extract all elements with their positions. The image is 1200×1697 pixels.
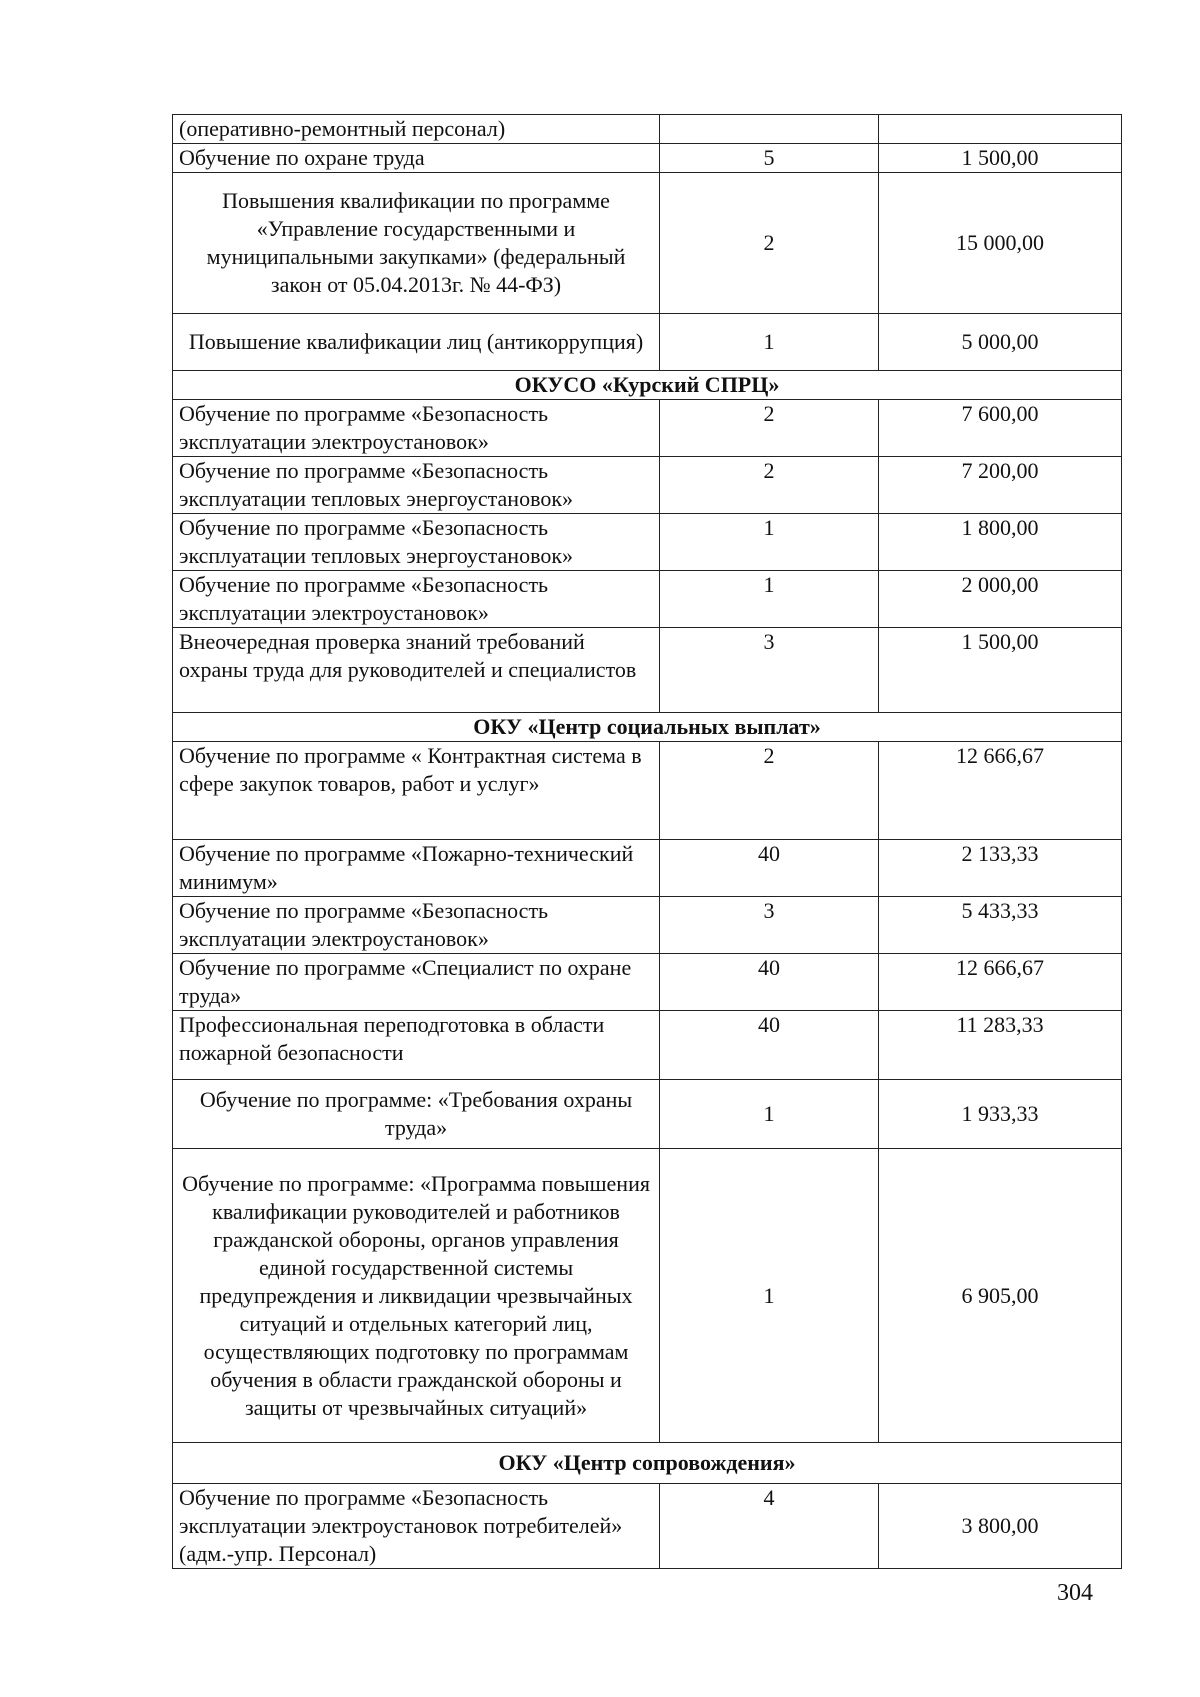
- row-description: Обучение по программе «Безопасность эксплуатации тепловых энергоустановок»: [173, 457, 660, 514]
- section-header-row: [173, 1443, 1122, 1484]
- row-quantity: 1: [660, 1149, 879, 1443]
- training-cost-table: [172, 114, 1122, 1569]
- row-description: Обучение по программе «Безопасность эксплуатации электроустановок»: [173, 897, 660, 954]
- table-row: [173, 400, 1122, 457]
- row-quantity: 40: [660, 954, 879, 1011]
- row-quantity: 1: [660, 314, 879, 371]
- row-description: Обучение по программе « Контрактная система в сфере закупок товаров, работ и услуг»: [173, 742, 660, 840]
- table-row: [173, 314, 1122, 371]
- row-quantity: 2: [660, 400, 879, 457]
- row-amount: 1 933,33: [878, 1080, 1121, 1149]
- table-row: [173, 144, 1122, 173]
- table-row: [173, 742, 1122, 840]
- row-amount: 1 800,00: [878, 514, 1121, 571]
- table-row: [173, 840, 1122, 897]
- row-amount: 1 500,00: [878, 628, 1121, 713]
- row-description: Внеочередная проверка знаний требований охраны труда для руководителей и специалистов: [173, 628, 660, 713]
- row-amount: 15 000,00: [878, 173, 1121, 314]
- row-amount: 5 433,33: [878, 897, 1121, 954]
- section-title: ОКУ «Центр сопровождения»: [173, 1443, 1122, 1484]
- row-description: Обучение по программе «Безопасность эксплуатации электроустановок»: [173, 571, 660, 628]
- row-quantity: 40: [660, 840, 879, 897]
- page-number: 304: [1057, 1580, 1093, 1606]
- row-description: Обучение по программе «Безопасность эксплуатации электроустановок»: [173, 400, 660, 457]
- table-row: [173, 1080, 1122, 1149]
- table-row: [173, 457, 1122, 514]
- row-description: (оперативно-ремонтный персонал): [173, 115, 660, 144]
- table-row: [173, 897, 1122, 954]
- row-quantity: 1: [660, 514, 879, 571]
- section-header-row: [173, 371, 1122, 400]
- row-description: Обучение по программе «Специалист по охране труда»: [173, 954, 660, 1011]
- table-row: [173, 514, 1122, 571]
- row-description: Повышения квалификации по программе «Управление государственными и муниципальными закупками» (федеральный закон от 05.04.2013г. № 44-ФЗ): [173, 173, 660, 314]
- table-row: [173, 571, 1122, 628]
- row-quantity: 2: [660, 457, 879, 514]
- table-body: [173, 115, 1122, 1569]
- table-row: [173, 173, 1122, 314]
- row-quantity: [660, 115, 879, 144]
- row-quantity: 40: [660, 1011, 879, 1080]
- section-title: ОКУ «Центр социальных выплат»: [173, 713, 1122, 742]
- row-quantity: 1: [660, 1080, 879, 1149]
- row-amount: 6 905,00: [878, 1149, 1121, 1443]
- row-description: Обучение по программе: «Требования охраны труда»: [173, 1080, 660, 1149]
- row-quantity: 1: [660, 571, 879, 628]
- row-amount: 7 600,00: [878, 400, 1121, 457]
- table-row: [173, 954, 1122, 1011]
- row-quantity: 3: [660, 628, 879, 713]
- row-amount: 11 283,33: [878, 1011, 1121, 1080]
- row-quantity: 4: [660, 1484, 879, 1569]
- row-amount: 3 800,00: [878, 1484, 1121, 1569]
- row-amount: [878, 115, 1121, 144]
- row-quantity: 5: [660, 144, 879, 173]
- table-row: [173, 1011, 1122, 1080]
- row-quantity: 2: [660, 173, 879, 314]
- row-amount: 2 000,00: [878, 571, 1121, 628]
- table-row: [173, 1484, 1122, 1569]
- table-row: [173, 1149, 1122, 1443]
- row-description: Обучение по программе «Пожарно-технический минимум»: [173, 840, 660, 897]
- row-amount: 5 000,00: [878, 314, 1121, 371]
- section-title: ОКУСО «Курский СПРЦ»: [173, 371, 1122, 400]
- section-header-row: [173, 713, 1122, 742]
- row-amount: 12 666,67: [878, 954, 1121, 1011]
- row-quantity: 3: [660, 897, 879, 954]
- row-description: Профессиональная переподготовка в области пожарной безопасности: [173, 1011, 660, 1080]
- row-amount: 2 133,33: [878, 840, 1121, 897]
- row-amount: 12 666,67: [878, 742, 1121, 840]
- row-description: Обучение по программе «Безопасность эксплуатации тепловых энергоустановок»: [173, 514, 660, 571]
- row-description: Обучение по программе: «Программа повышения квалификации руководителей и работников гражданской обороны, органов управления единой государственной системы предупреждения и ликвидации чрезвычайных ситуаций и отдельных категорий лиц, осуществляющих подготовку по программам обучения в области гражданской обороны и защиты от чрезвычайных ситуаций»: [173, 1149, 660, 1443]
- row-description: Обучение по программе «Безопасность эксплуатации электроустановок потребителей» (адм.-упр. Персонал): [173, 1484, 660, 1569]
- row-quantity: 2: [660, 742, 879, 840]
- table-row: [173, 115, 1122, 144]
- row-description: Повышение квалификации лиц (антикоррупция): [173, 314, 660, 371]
- row-amount: 7 200,00: [878, 457, 1121, 514]
- row-amount: 1 500,00: [878, 144, 1121, 173]
- row-description: Обучение по охране труда: [173, 144, 660, 173]
- table-row: [173, 628, 1122, 713]
